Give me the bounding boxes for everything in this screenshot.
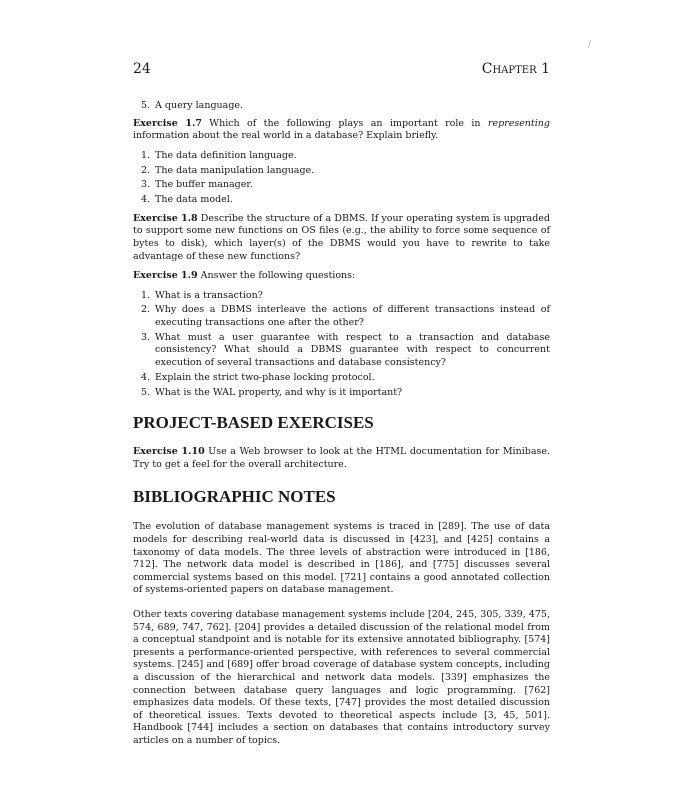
- list-item-text: A query language.: [155, 100, 244, 111]
- list-item-text: The data model.: [155, 194, 233, 206]
- list-item-text: The buffer manager.: [155, 179, 253, 191]
- list-item: [133, 165, 550, 178]
- list-item-text: What is a transaction?: [155, 289, 263, 301]
- list-item: [133, 290, 550, 303]
- section-heading-biblio: BIBLIOGRAPHIC NOTES: [133, 487, 336, 507]
- list-item-text: What must a user guarantee with respect to a transaction and database consistency? What should a DBMS guarantee with respect to concurrent execution of several transactions and database consistency?: [155, 331, 550, 369]
- list-item-number: 2.: [141, 164, 151, 176]
- list-item-number: 1.: [141, 289, 151, 301]
- exercise-label: Exercise 1.7: [133, 117, 202, 129]
- list-item-number: 4.: [141, 194, 151, 206]
- exercise-text: Answer the following questions:: [197, 270, 356, 282]
- list-item-text: The data definition language.: [155, 149, 297, 161]
- prev-list: [133, 100, 550, 113]
- list-item-text: Why does a DBMS interleave the actions of different transactions instead of executing transactions one after the other?: [155, 304, 550, 329]
- exercise-text: Which of the following plays an important role in: [201, 117, 488, 129]
- exercise-text: information about the real world in a database? Explain briefly.: [133, 130, 439, 142]
- exercise-label: Exercise 1.9: [133, 270, 198, 282]
- list-item-number: 2.: [141, 304, 151, 316]
- biblio-paragraph-1: The evolution of database management systems is traced in [289]. The use of data models for describing real-world data is discussed in [423], and [425] contains a taxonomy of data models. The three levels of abstraction were introduced in [186, 712]. The network data model is described in [186], and [775] discusses several commercial systems based on this model. [721] contains a good annotated collection of systems-oriented papers on database management.: [133, 521, 550, 596]
- section-heading-project: PROJECT-BASED EXERCISES: [133, 413, 374, 433]
- corner-mark: /: [588, 40, 592, 50]
- emphasis-text: representing: [487, 117, 550, 129]
- list-item: [133, 150, 550, 163]
- exercise-1-7: [133, 118, 550, 143]
- list-item-number: 5.: [141, 100, 151, 111]
- exercise-label: Exercise 1.8: [133, 212, 198, 224]
- list-item: [133, 179, 550, 192]
- page-number: 24: [133, 61, 151, 77]
- list-item-text: Explain the strict two-phase locking protocol.: [155, 371, 375, 383]
- exercise-1-7-list: [133, 150, 550, 207]
- biblio-paragraph-2: Other texts covering database management systems include [204, 245, 305, 339, 475, 574, 689, 747, 762]. [204] provides a detailed discussion of the relational model from a conceptual standpoint and is notable for its extensive annotated bibliography. [574] presents a performance-oriented perspective, with references to several commercial systems. [245] and [689] offer broad coverage of database system concepts, including a discussion of the hierarchical and network data models. [339] emphasizes the connection between database query languages and logic programming. [762] emphasizes data models. Of these texts, [747] provides the most detailed discussion of theoretical issues. Texts devoted to theoretical aspects include [3, 45, 501]. Handbook [744] includes a section on databases that contains introductory survey articles on a number of topics.: [133, 608, 550, 746]
- list-item: [133, 194, 550, 207]
- exercise-1-9: [133, 270, 550, 283]
- chapter-title: Chapter 1: [481, 61, 550, 77]
- list-item: [133, 332, 550, 370]
- exercise-text: Describe the structure of a DBMS. If your operating system is upgraded to support some new functions on OS files (e.g., the ability to force some sequence of bytes to disk), which layer(s) of the DBMS would you have to rewrite to take advantage of these new functions?: [133, 212, 551, 262]
- list-item: [133, 387, 550, 400]
- list-item: [133, 304, 550, 329]
- list-item-text: What is the WAL property, and why is it important?: [155, 386, 403, 398]
- exercise-text: Use a Web browser to look at the HTML documentation for Minibase. Try to get a feel for the overall architecture.: [133, 446, 551, 470]
- exercise-1-9-list: [133, 290, 550, 400]
- list-item-number: 3.: [141, 179, 151, 191]
- list-item-number: 3.: [141, 331, 151, 343]
- exercise-label: Exercise 1.10: [133, 446, 205, 458]
- page-content: [133, 100, 550, 747]
- list-item-number: 5.: [141, 386, 151, 398]
- exercise-1-10: [133, 446, 550, 471]
- list-item: [133, 100, 550, 113]
- list-item: [133, 372, 550, 385]
- list-item-number: 1.: [141, 149, 151, 161]
- list-item-number: 4.: [141, 371, 151, 383]
- exercise-1-8: [133, 213, 550, 263]
- list-item-text: The data manipulation language.: [155, 164, 315, 176]
